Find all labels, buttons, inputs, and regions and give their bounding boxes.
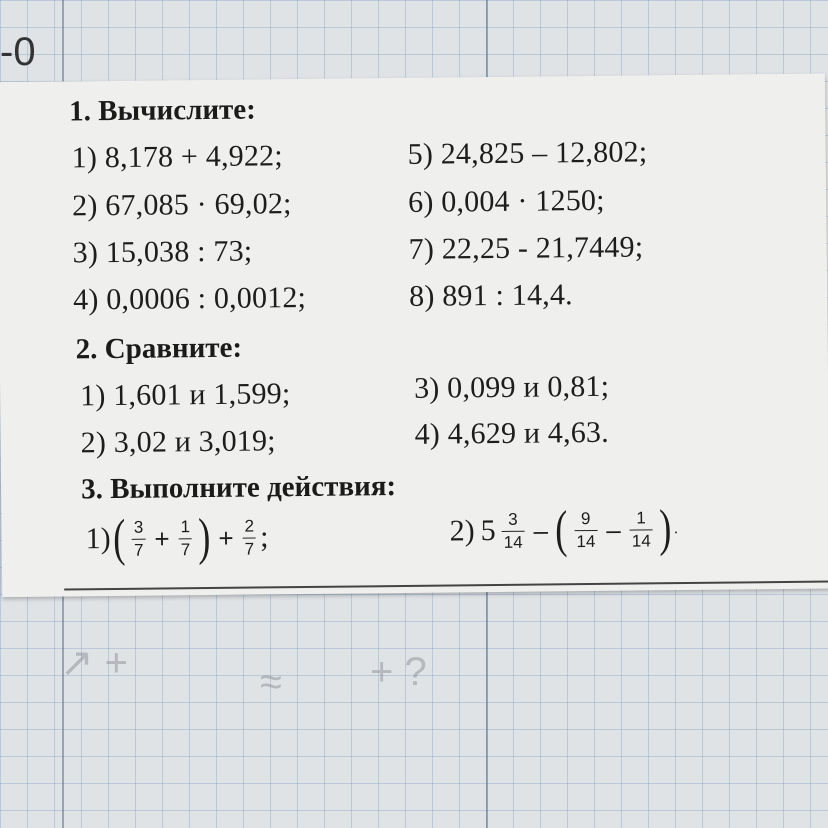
fraction — [242, 516, 256, 559]
task2-item: 2) 3,02 и 3,019; — [80, 424, 276, 460]
numerator: 1 — [636, 507, 646, 528]
task1-title: 1. Вычислите: — [69, 93, 257, 128]
right-paren: ) — [198, 508, 212, 567]
operator: – — [533, 514, 549, 546]
task2-item: 4) 4,629 и 4,63. — [414, 415, 610, 451]
operator: – — [606, 514, 621, 545]
denominator: 7 — [244, 539, 255, 559]
denominator: 14 — [576, 531, 596, 551]
operator: + — [154, 522, 170, 554]
task3-title: 3. Выполните действия: — [80, 470, 397, 506]
task1-item: 7) 22,25 - 21,7449; — [408, 230, 644, 266]
fraction — [574, 508, 597, 551]
pencil-smudge: ↗ + — [60, 641, 128, 685]
task1-item: 6) 0,004 · 1250; — [407, 183, 605, 219]
right-paren: ) — [658, 500, 672, 558]
pencil-smudge: + ? — [370, 650, 427, 694]
operator: + — [218, 522, 234, 553]
task1-item: 1) 8,178 + 4,922; — [71, 139, 283, 175]
task2-item: 1) 1,601 и 1,599; — [79, 377, 291, 413]
task1-item: 4) 0,0006 : 0,0012; — [72, 280, 307, 317]
task2-title: 2. Сравните: — [75, 331, 243, 366]
fraction — [178, 517, 192, 560]
denominator: 7 — [180, 539, 191, 559]
printed-worksheet — [0, 74, 828, 598]
task1-item: 8) 891 : 14,4. — [408, 278, 573, 313]
sheet-bottom-rule — [64, 581, 828, 591]
pencil-smudge: ≈ — [260, 660, 282, 704]
fraction — [501, 509, 524, 552]
left-paren: ( — [112, 509, 126, 568]
expression-label: 1) — [85, 522, 111, 556]
task1-item: 5) 24,825 – 12,802; — [407, 135, 648, 171]
denominator: 7 — [134, 540, 144, 560]
terminator: ; — [259, 520, 269, 554]
numerator: 3 — [133, 517, 144, 537]
left-paren: ( — [555, 501, 569, 559]
fraction — [629, 508, 652, 551]
denominator: 14 — [503, 532, 523, 552]
numerator: 1 — [180, 516, 191, 536]
denominator: 14 — [631, 530, 651, 551]
whole-part: 5 — [480, 514, 496, 548]
expression-label: 2) — [449, 514, 475, 548]
numerator: 2 — [244, 516, 255, 536]
task1-item: 2) 67,085 · 69,02; — [72, 187, 292, 223]
fraction — [132, 517, 146, 560]
task2-item: 3) 0,099 и 0,81; — [413, 369, 610, 405]
task3-expression-1 — [85, 508, 269, 568]
task3-expression-2 — [449, 500, 679, 559]
numerator: 9 — [580, 508, 591, 528]
task1-item: 3) 15,038 : 73; — [72, 234, 253, 270]
numerator: 3 — [508, 509, 518, 529]
terminator: . — [673, 520, 679, 538]
corner-handwritten-mark: -0 — [0, 30, 36, 74]
